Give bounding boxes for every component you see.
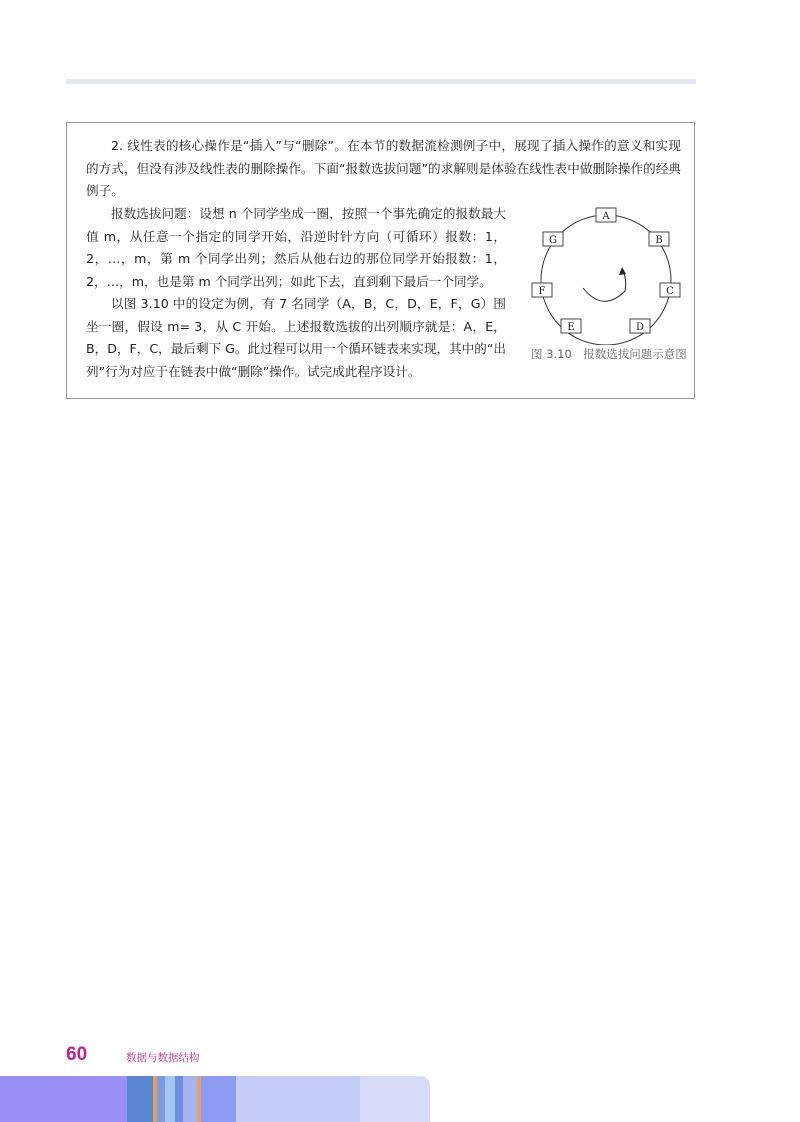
svg-text:B: B xyxy=(655,235,663,246)
paragraph-problem: 报数选拔问题：设想 n 个同学坐成一圈，按照一个事先确定的报数最大值 m，从任意一个指定的同学开始，沿逆时针方向（可循环）报数：1，2，…，m，第 m 个同学出列；然后从他右边的那位同学开始报数：1，2，…，m，也是第 m 个同学出列；如此下去，直到剩下最后一个同学。 xyxy=(86,206,506,289)
node-b xyxy=(649,232,669,246)
band-segment xyxy=(360,1076,430,1122)
arrowhead-icon xyxy=(619,267,626,275)
node-g xyxy=(543,232,563,246)
band-segment xyxy=(175,1076,183,1122)
node-e xyxy=(561,319,581,333)
svg-text:A: A xyxy=(602,211,610,222)
page-number: 60 xyxy=(66,1044,88,1065)
band-segment xyxy=(157,1076,165,1122)
figure-caption: 图 3.10 报数选拔问题示意图 xyxy=(531,347,687,361)
figure-3-10 xyxy=(521,205,691,365)
direction-arrow-icon xyxy=(583,271,626,301)
book-title: 数据与数据结构 xyxy=(126,1052,200,1064)
svg-text:G: G xyxy=(549,235,557,246)
svg-text:C: C xyxy=(666,286,674,297)
paragraph-intro: 2. 线性表的核心操作是“插入”与“删除”。在本节的数据流检测例子中，展现了插入操作的意义和实现的方式，但没有涉及线性表的删除操作。下面“报数选拔问题”的求解则是体验在线性表中做删除操作的经典例子。 xyxy=(86,138,681,198)
node-f xyxy=(532,283,552,297)
svg-text:D: D xyxy=(635,322,645,333)
band-segment xyxy=(165,1076,175,1122)
node-c xyxy=(660,283,680,297)
svg-text:F: F xyxy=(538,286,546,297)
band-segment xyxy=(0,1076,127,1122)
circle-diagram xyxy=(521,205,691,345)
exercise-box xyxy=(66,122,695,399)
svg-text:E: E xyxy=(567,322,575,333)
band-segment xyxy=(236,1076,360,1122)
paragraph-example: 以图 3.10 中的设定为例，有 7 名同学（A，B，C，D，E，F，G）围坐一圈，假设 m= 3，从 C 开始。上述报数选拔的出列顺序就是：A，E，B，D，F，C，最后剩下 G。此过程可以用一个循环链表来实现，其中的“出列”行为对应于在链表中做“删除”操作。试完成此程序设计。 xyxy=(86,296,506,379)
band-segment xyxy=(127,1076,153,1122)
node-d xyxy=(630,319,650,333)
node-a xyxy=(596,208,616,222)
header-rule xyxy=(66,79,696,84)
band-segment xyxy=(183,1076,197,1122)
band-segment xyxy=(201,1076,236,1122)
